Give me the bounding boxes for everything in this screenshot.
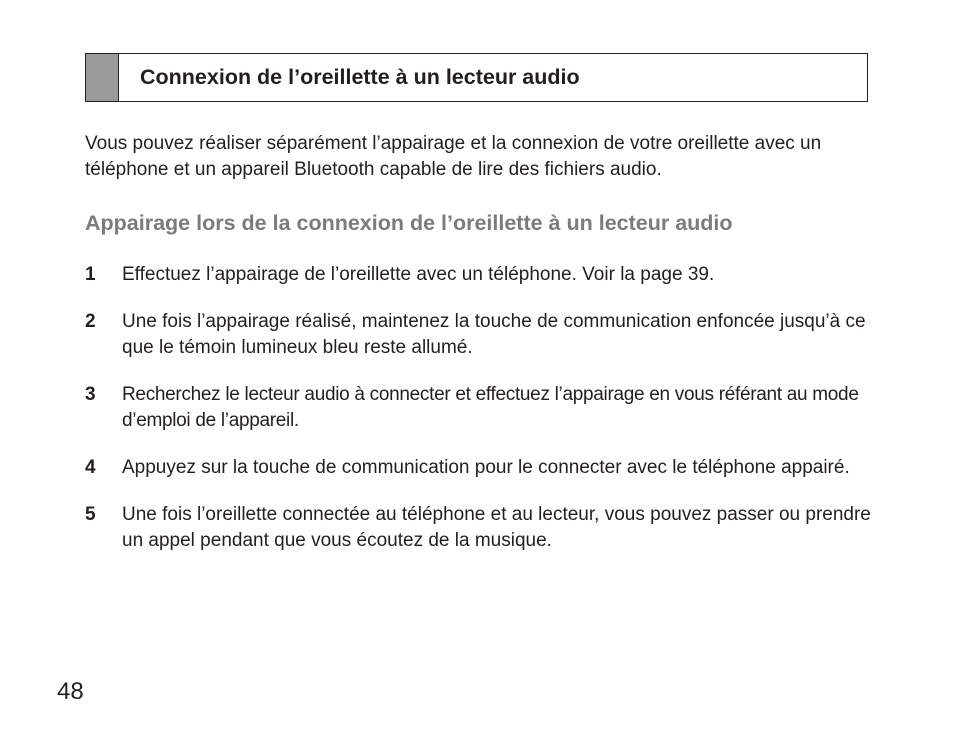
- step-item: [85, 502, 885, 554]
- step-text: Une fois l’oreillette connectée au téléphone et au lecteur, vous pouvez passer ou prendre un appel pendant que vous écoutez de la musique.: [122, 504, 871, 551]
- step-item: [85, 382, 885, 434]
- section-marker: [86, 54, 119, 101]
- step-text: Effectuez l’appairage de l’oreillette avec un téléphone. Voir la page 39.: [122, 264, 715, 285]
- section-title: Connexion de l’oreillette à un lecteur audio: [140, 65, 580, 89]
- subheading: Appairage lors de la connexion de l’oreillette à un lecteur audio: [85, 211, 733, 235]
- step-text: Appuyez sur la touche de communication pour le connecter avec le téléphone appairé.: [122, 457, 850, 478]
- step-number: 5: [85, 504, 96, 525]
- step-number: 3: [85, 384, 96, 405]
- step-item: [85, 262, 885, 288]
- step-text: Recherchez le lecteur audio à connecter et effectuez l’appairage en vous référant au mode d’emploi de l’appareil.: [122, 384, 859, 431]
- step-item: [85, 309, 885, 361]
- step-number: 2: [85, 311, 96, 332]
- step-item: [85, 455, 885, 481]
- step-number: 4: [85, 457, 96, 478]
- step-text: Une fois l’appairage réalisé, maintenez la touche de communication enfoncée jusqu’à ce que le témoin lumineux bleu reste allumé.: [122, 311, 866, 358]
- section-header: [85, 53, 868, 102]
- intro-paragraph: Vous pouvez réaliser séparément l’appairage et la connexion de votre oreillette avec un téléphone et un appareil Bluetooth capable de lire des fichiers audio.: [85, 133, 822, 180]
- page-number: 48: [57, 678, 84, 705]
- step-number: 1: [85, 264, 96, 285]
- steps-list: [85, 262, 885, 575]
